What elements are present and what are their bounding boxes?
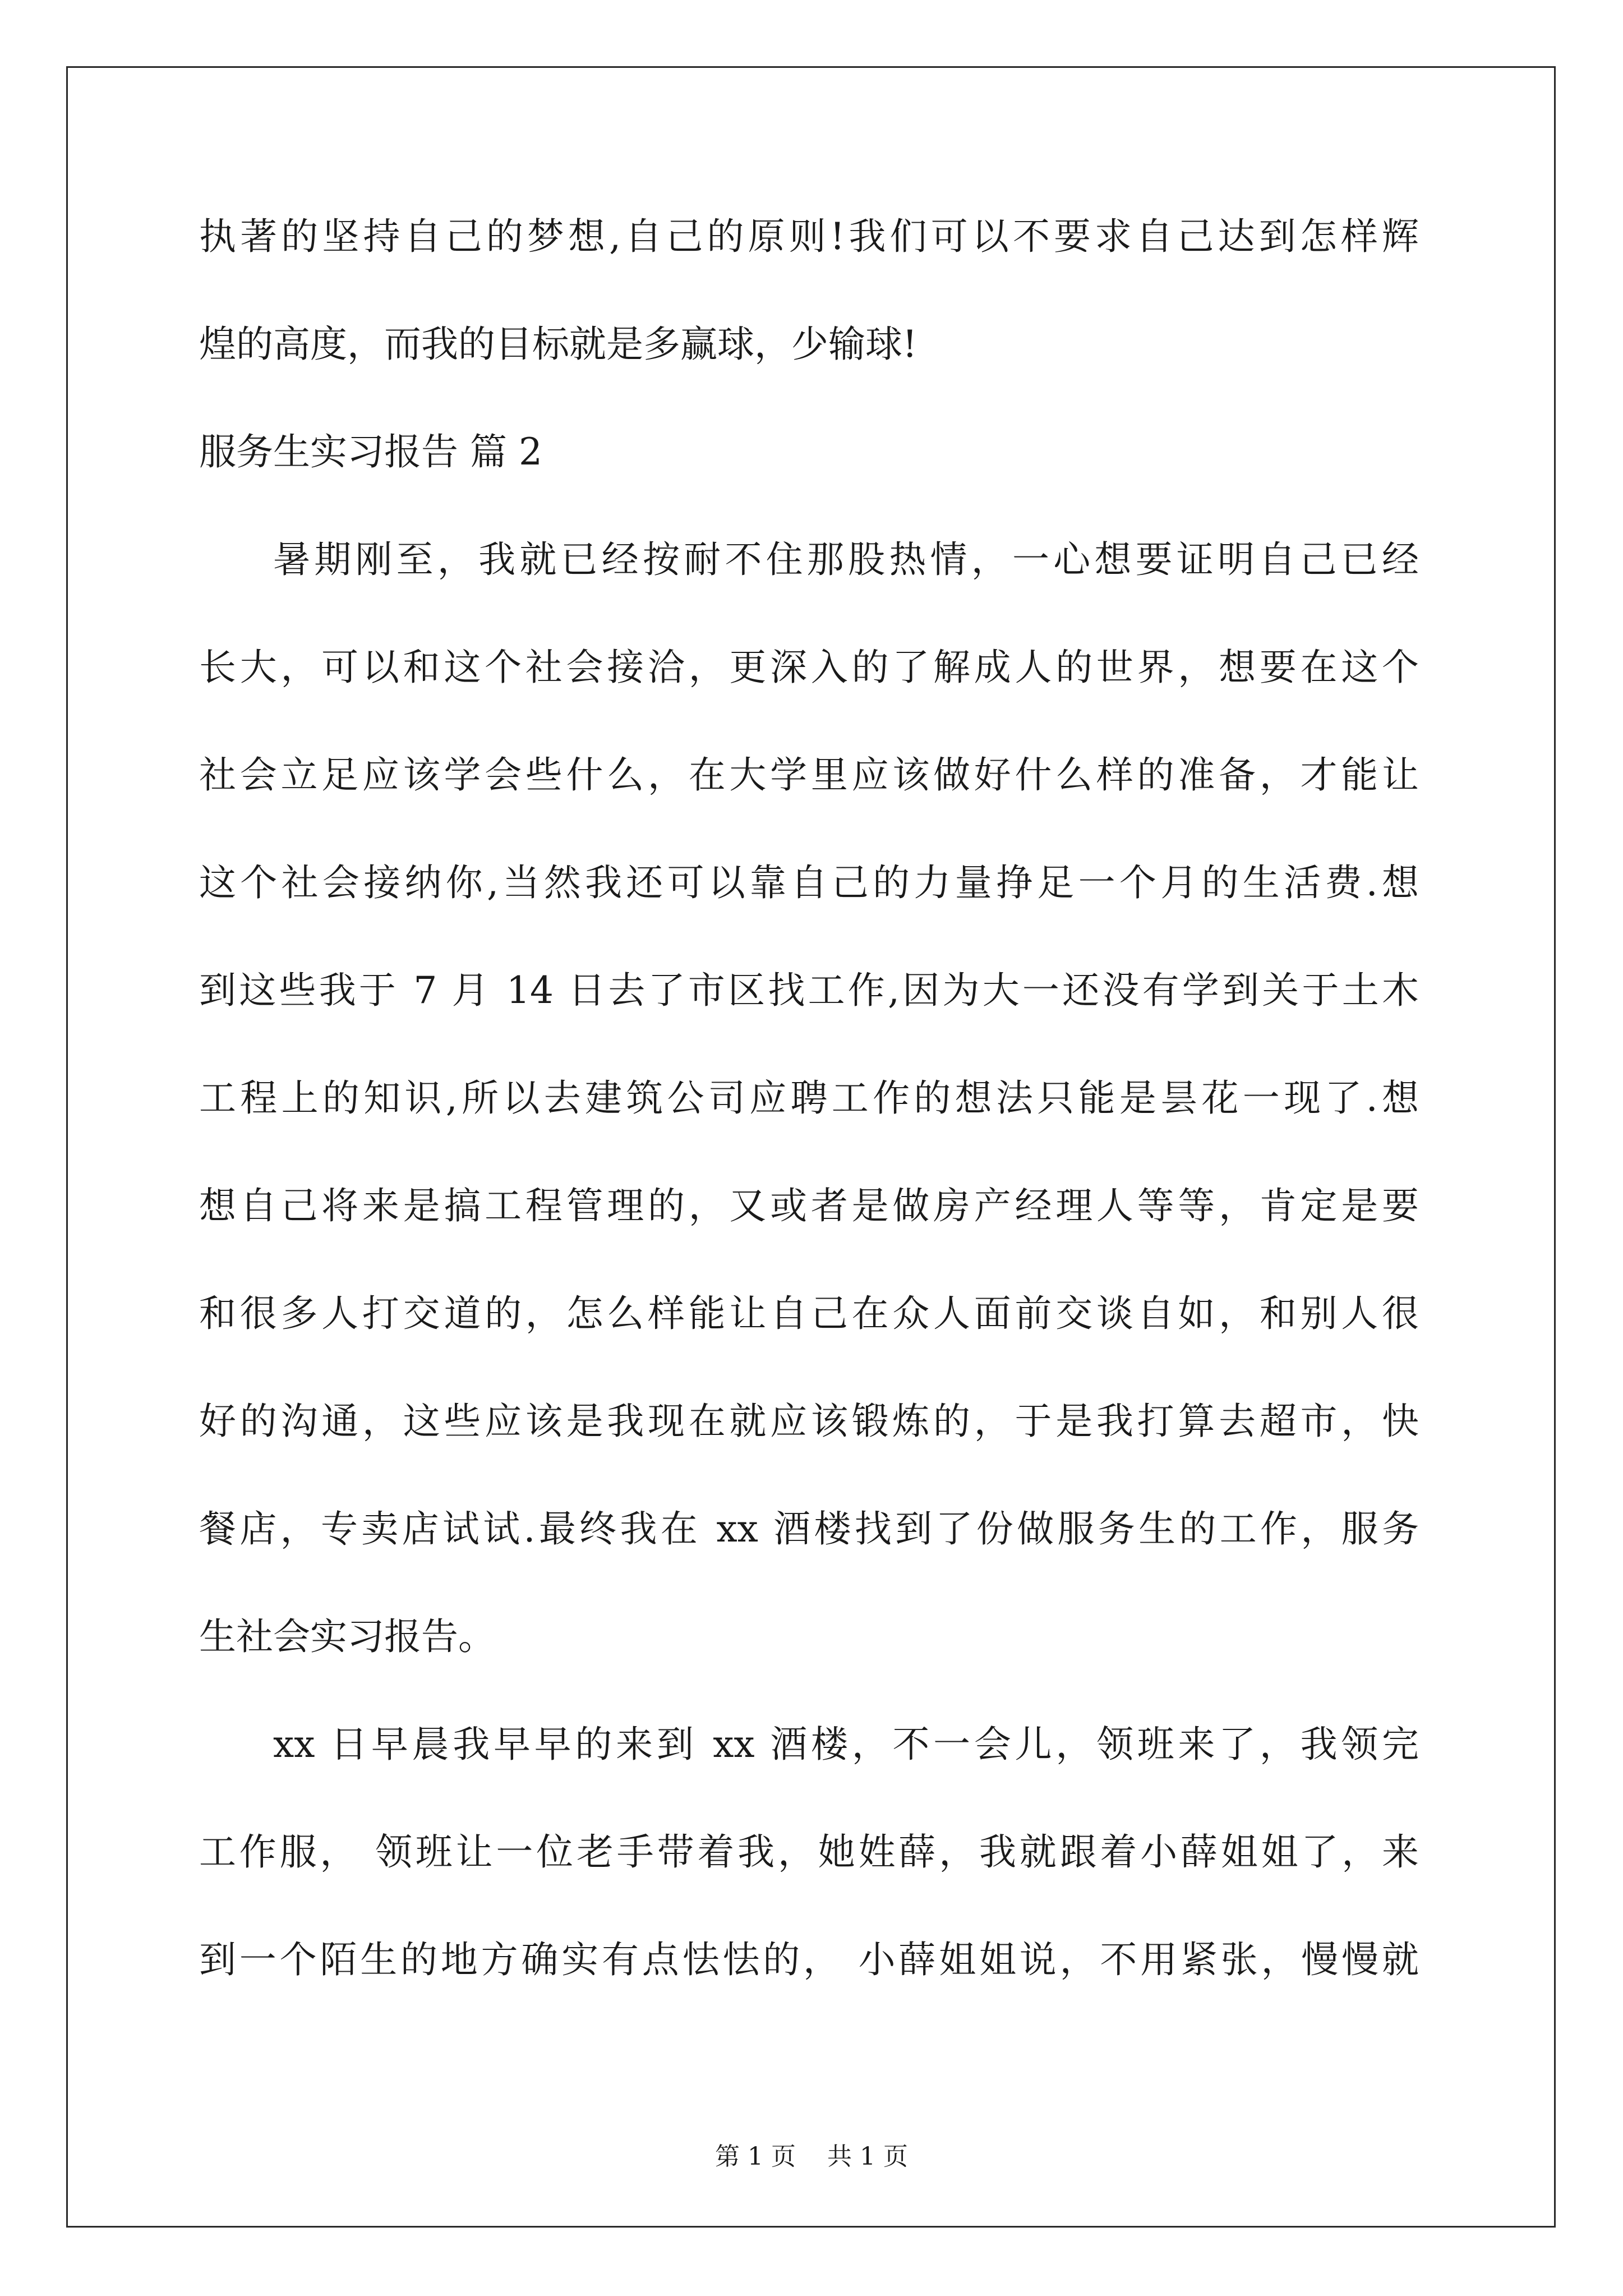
text-line: 暑期刚至，我就已经按耐不住那股热情，一心想要证明自己已经 [273, 538, 1419, 581]
text-line: 执著的坚持自己的梦想,自己的原则!我们可以不要求自己达到怎样辉 [199, 215, 1419, 258]
text-line: 和很多人打交道的，怎么样能让自己在众人面前交谈自如，和别人很 [199, 1292, 1419, 1335]
page-footer [0, 2140, 1623, 2174]
text-line: 餐店，专卖店试试.最终我在 xx 酒楼找到了份做服务生的工作，服务 [199, 1507, 1419, 1550]
text-line: 想自己将来是搞工程管理的，又或者是做房产经理人等等，肯定是要 [199, 1184, 1419, 1227]
text-line: 生社会实习报告。 [199, 1615, 495, 1658]
text-line: 到这些我于 7 月 14 日去了市区找工作,因为大一还没有学到关于土木 [199, 969, 1419, 1012]
page-number: 第 1 页 [715, 2142, 796, 2171]
text-line: 到一个陌生的地方确实有点怯怯的， 小薛姐姐说，不用紧张，慢慢就 [199, 1938, 1419, 1981]
text-line: 煌的高度，而我的目标就是多赢球，少输球! [199, 323, 917, 366]
text-line: 工作服， 领班让一位老手带着我，她姓薛，我就跟着小薛姐姐了，来 [199, 1830, 1419, 1874]
text-line: 工程上的知识,所以去建筑公司应聘工作的想法只能是昙花一现了.想 [199, 1076, 1419, 1120]
text-line: 长大，可以和这个社会接洽，更深入的了解成人的世界，想要在这个 [199, 646, 1419, 689]
page-total: 共 1 页 [827, 2142, 908, 2171]
text-line: 社会立足应该学会些什么，在大学里应该做好什么样的准备，才能让 [199, 753, 1419, 797]
section-heading: 服务生实习报告 篇 2 [199, 430, 542, 473]
document-body [199, 214, 1419, 2045]
text-line: 好的沟通，这些应该是我现在就应该锻炼的，于是我打算去超市，快 [199, 1400, 1419, 1443]
text-line: 这个社会接纳你,当然我还可以靠自己的力量挣足一个月的生活费.想 [199, 861, 1419, 904]
text-line: xx 日早晨我早早的来到 xx 酒楼，不一会儿，领班来了，我领完 [273, 1723, 1419, 1766]
